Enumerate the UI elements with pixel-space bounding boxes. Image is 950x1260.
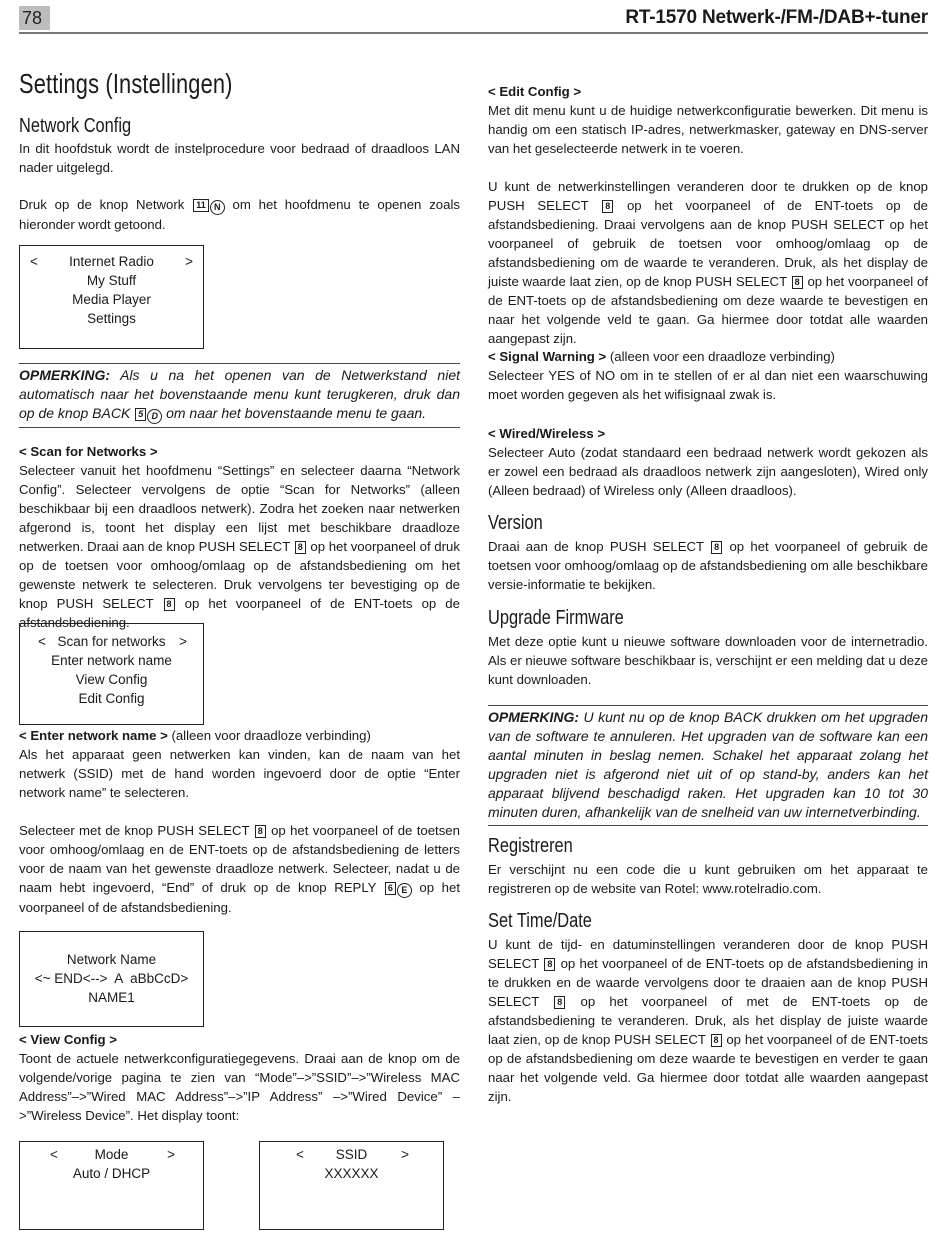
register-heading: Registreren bbox=[488, 835, 573, 857]
key-5-icon: 5 bbox=[135, 408, 146, 421]
circle-d-icon: D bbox=[147, 409, 162, 424]
main-menu-display: < Internet Radio > My Stuff Media Player Settings bbox=[19, 245, 204, 349]
key-8-icon: 8 bbox=[544, 958, 555, 971]
key-8-icon: 8 bbox=[295, 541, 306, 554]
network-config-heading: Network Config bbox=[19, 115, 132, 137]
register-text: Er verschijnt nu een code die u kunt gebruiken om het apparaat te registreren op de website van Rotel: www.rotelradio.com. bbox=[488, 862, 928, 896]
display-network-name-label: Network Name bbox=[66, 952, 157, 967]
menu-internet-radio: Internet Radio bbox=[69, 254, 154, 269]
network-press-paragraph: Druk op de knop Network 11 N om het hoofdmenu te openen zoals hieronder wordt getoond. bbox=[19, 197, 460, 232]
upgrade-text: Met deze optie kunt u nieuwe software downloaden voor de internetradio. Als er nieuwe software beschikbaar is, verschijnt er een melding dat u deze kunt downloaden. bbox=[488, 634, 928, 687]
display-name-value: NAME1 bbox=[88, 990, 135, 1005]
scan-menu-display: < Scan for networks > Enter network name View Config Edit Config bbox=[19, 623, 204, 725]
key-11-icon: 11 bbox=[193, 199, 209, 212]
page-header bbox=[19, 6, 928, 32]
view-config-section: < View Config > Toont de actuele netwerkconfiguratiegegevens. Draai aan de knop om de volgende/vorige pagina te zien van “Mode”–>”SSID”–>”Wireless MAC Address”–>”Wired MAC Address”–>”IP Address” –>”Wired Device” –>”Wireless Device”. Het display toont: bbox=[19, 1032, 460, 1123]
key-8-icon: 8 bbox=[255, 825, 266, 838]
page-title: Settings (Instellingen) bbox=[19, 68, 233, 99]
version-text: Draai aan de knop PUSH SELECT 8 op het voorpaneel of gebruik de toetsen voor omhoog/omlaag op de afstandsbediening om alle beschikbare versie-informatie te bekijken. bbox=[488, 539, 928, 592]
wired-wireless-section: < Wired/Wireless > Selecteer Auto (zodat standaard een bedraad netwerk wordt gekozen als er zowel een bedraad als draadloos netwerk zijn aangesloten), Wired only (Alleen bedraad) of Wireless only (Alleen draadloos). bbox=[488, 426, 928, 498]
display-ssid-label: SSID bbox=[335, 1147, 368, 1162]
menu-media-player: Media Player bbox=[72, 292, 151, 307]
menu-enter-network-name: Enter network name bbox=[51, 653, 172, 668]
network-config-intro: In dit hoofdstuk wordt de instelprocedure voor bedraad of draadloos LAN nader uitgelegd. bbox=[19, 141, 460, 175]
enter-name-title: < Enter network name > bbox=[19, 728, 168, 743]
menu-my-stuff: My Stuff bbox=[86, 273, 137, 288]
key-8-icon: 8 bbox=[711, 541, 722, 554]
enter-name-instructions: Selecteer met de knop PUSH SELECT 8 op het voorpaneel of de toetsen voor omhoog/omlaag en de ENT-toets op de afstandsbediening de letters voor de naam van het gewenste draadloze netwerk. Selecteer, nadat u de naam hebt ingevoerd, “End” of druk op de knop REPLY 6 E op het voorpaneel of de afstandsbediening. bbox=[19, 823, 460, 915]
menu-scan-for-networks: Scan for networks bbox=[57, 634, 166, 649]
signal-warning-section: < Signal Warning > (alleen voor een draadloze verbinding) Selecteer YES of NO om in te stellen of er al dan niet een waarschuwing moet worden gegeven als het wifisignaal zwak is. bbox=[488, 349, 928, 402]
edit-config-section: < Edit Config > Met dit menu kunt u de huidige netwerkconfiguratie bewerken. Dit menu is handig om een statisch IP-adres, netwerkmasker, gateway en DNS-server van het geselecteerde netwerk in te voeren. bbox=[488, 84, 928, 156]
key-8-icon: 8 bbox=[792, 276, 803, 289]
display-ssid-value: XXXXXX bbox=[324, 1166, 379, 1181]
ssid-display: < SSID > XXXXXX bbox=[259, 1141, 444, 1230]
version-heading: Version bbox=[488, 512, 543, 534]
scan-title: < Scan for Networks > bbox=[19, 444, 158, 459]
menu-edit-config: Edit Config bbox=[78, 691, 145, 706]
running-title: RT-1570 Netwerk-/FM-/DAB+-tuner bbox=[625, 7, 928, 28]
network-name-display bbox=[19, 931, 204, 1027]
enter-name-section: < Enter network name > (alleen voor draadloze verbinding) Als het apparaat geen netwerken kan vinden, kan de naam van het netwerk (SSID) met de hand worden ingevoerd door de optie “Enter network name” te selecteren. bbox=[19, 728, 460, 800]
key-8-icon: 8 bbox=[554, 996, 565, 1009]
signal-warning-title: < Signal Warning > bbox=[488, 349, 607, 364]
menu-view-config: View Config bbox=[75, 672, 148, 687]
note-back: OPMERKING: Als u na het openen van de Netwerkstand niet automatisch naar het bovenstaande menu kunt terugkeren, druk dan op de knop BACK 5 D om naar het bovenstaande menu te gaan. bbox=[19, 363, 460, 428]
time-date-heading: Set Time/Date bbox=[488, 910, 592, 932]
scan-section: < Scan for Networks > Selecteer vanuit het hoofdmenu “Settings” en selecteer daarna “Network Config”. Selecteer vervolgens de optie “Scan for Networks” (alleen beschikbaar bij een draadloos netwerk). Zodra het zoeken naar netwerken afgerond is, toont het display een lijst met beschikbare draadloze netwerken. Draai aan de knop PUSH SELECT 8 op het voorpaneel of druk op de toetsen voor omhoog/omlaag op de afstandsbediening om het gewenste netwerk te selecteren. Druk vervolgens ter bevestiging op de knop PUSH SELECT 8 op het voorpaneel of de ENT-toets op de afstandsbediening. bbox=[19, 444, 460, 630]
edit-config-title: < Edit Config > bbox=[488, 84, 582, 99]
circle-e-icon: E bbox=[397, 883, 412, 898]
key-6-icon: 6 bbox=[385, 882, 396, 895]
upgrade-heading: Upgrade Firmware bbox=[488, 607, 624, 629]
key-8-icon: 8 bbox=[602, 200, 613, 213]
page-number: 78 bbox=[19, 6, 50, 30]
circle-n-icon: N bbox=[210, 200, 225, 215]
display-mode-value: Auto / DHCP bbox=[72, 1166, 151, 1181]
mode-display: < Mode > Auto / DHCP bbox=[19, 1141, 204, 1230]
edit-config-instructions: U kunt de netwerkinstellingen veranderen door te drukken op de knop PUSH SELECT 8 op het voorpaneel of de ENT-toets op de afstandsbediening. Draai vervolgens aan de knop PUSH SELECT op het voorpaneel of gebruik de toetsen voor omhoog/omlaag op de afstandsbediening om de waarde te veranderen. Druk, als het display de juiste waarde laat zien, op de knop PUSH SELECT 8 op het voorpaneel of de ENT-toets op de afstandsbediening om deze waarde te bevestigen en naar het volgende veld te gaan. Ga hiermee door totdat alle waarden aangepast zijn. bbox=[488, 179, 929, 346]
view-config-title: < View Config > bbox=[19, 1032, 117, 1047]
key-8-icon: 8 bbox=[164, 598, 175, 611]
time-date-text: U kunt de tijd- en datuminstellingen veranderen door de knop PUSH SELECT 8 op het voorpaneel of de ENT-toets op de afstandsbediening in te drukken en de waarde vervolgens door te draaien aan de knop PUSH SELECT 8 op het voorpaneel of met de ENT-toets op de afstandsbediening te veranderen. Druk, als het display de juiste waarde laat zien, op de knop PUSH SELECT 8 op het voorpaneel of de ENT-toets op de afstandsbediening om deze waarde te bevestigen en verder te gaan naar het volgende veld. Ga hiermee door totdat alle waarden aangepast zijn. bbox=[488, 937, 928, 1104]
note-upgrade: OPMERKING: U kunt nu op de knop BACK drukken om het upgraden van de software te annuleren. Het upgraden van de software kan een aantal minuten in beslag nemen. Schakel het apparaat zolang het upgraden niet is afgerond niet uit of op stand-by, anders kan het apparaat blijvend beschadigd raken. Het upgraden kan 10 tot 30 minuten duren, afhankelijk van de snelheid van uw internetverbinding. bbox=[488, 705, 928, 826]
menu-settings: Settings bbox=[87, 311, 136, 326]
key-8-icon: 8 bbox=[711, 1034, 722, 1047]
display-mode-label: Mode bbox=[94, 1147, 129, 1162]
header-rule bbox=[19, 32, 928, 34]
display-character-selector: <~ END<--> A aBbCcD> bbox=[34, 971, 189, 986]
wired-wireless-title: < Wired/Wireless > bbox=[488, 426, 606, 441]
